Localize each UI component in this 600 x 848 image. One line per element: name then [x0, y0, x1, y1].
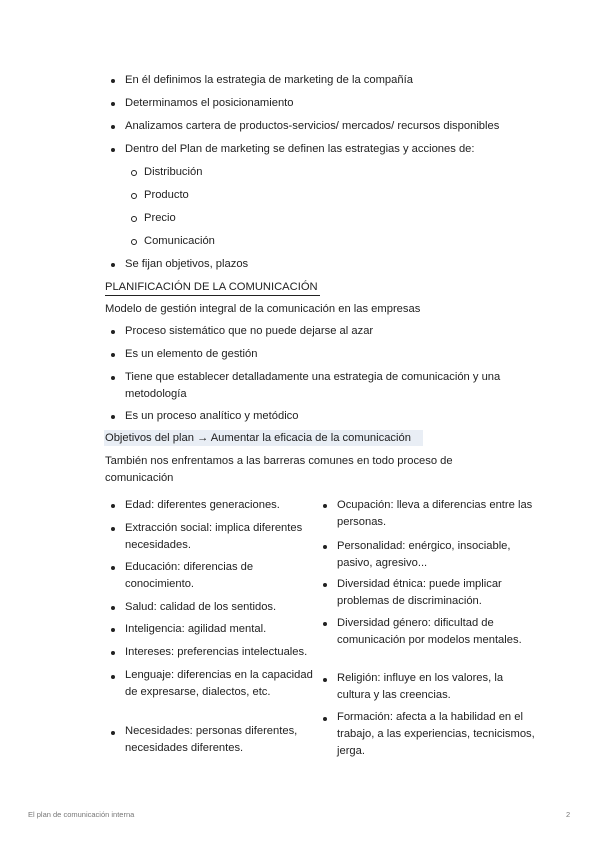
- bullet-dot: [111, 651, 115, 655]
- barrier-item: Religión: influye en los valores, la cultura y las creencias.: [337, 672, 504, 701]
- bullet-dot: [323, 504, 327, 508]
- bullet-dot: [111, 606, 115, 610]
- bullet-dot: [111, 330, 115, 334]
- bullet-dot: [111, 125, 115, 129]
- bullet-dot: [111, 566, 115, 570]
- barrier-item: Educación: diferencias de conocimiento.: [125, 561, 254, 590]
- footer-title: El plan de comunicación interna: [28, 810, 135, 819]
- bullet-dot: [111, 675, 115, 679]
- list-item: Es un elemento de gestión: [125, 348, 258, 360]
- list-item: Proceso sistemático que no puede dejarse al azar: [125, 325, 374, 337]
- bullet-dot: [323, 622, 327, 626]
- list-item: Analizamos cartera de productos-servicios/ mercados/ recursos disponibles: [125, 120, 500, 132]
- bullet-dot: [111, 527, 115, 531]
- sub-bullet-circle: [131, 193, 137, 199]
- bullet-dot: [111, 102, 115, 106]
- bullet-dot: [323, 545, 327, 549]
- section-heading: PLANIFICACIÓN DE LA COMUNICACIÓN: [105, 279, 320, 296]
- sub-list-item: Precio: [144, 212, 176, 224]
- bullet-dot: [111, 628, 115, 632]
- barrier-item: Formación: afecta a la habilidad en el trabajo, a las experiencias, tecnicismos, jerga.: [337, 711, 535, 757]
- bullet-dot: [323, 717, 327, 721]
- list-item: Es un proceso analítico y metódico: [125, 410, 299, 422]
- bullet-dot: [111, 148, 115, 152]
- objectives-highlight: Objetivos del plan → Aumentar la eficacia de la comunicación: [104, 430, 423, 446]
- bullet-dot: [323, 678, 327, 682]
- bullet-dot: [111, 263, 115, 267]
- bullet-dot: [323, 583, 327, 587]
- sub-bullet-circle: [131, 239, 137, 245]
- barrier-item: Inteligencia: agilidad mental.: [125, 623, 267, 635]
- sub-bullet-circle: [131, 216, 137, 222]
- sub-list-item: Distribución: [144, 166, 203, 178]
- bullet-dot: [111, 504, 115, 508]
- sub-list-item: Producto: [144, 189, 189, 201]
- bullet-dot: [111, 353, 115, 357]
- barrier-item: Necesidades: personas diferentes, necesidades diferentes.: [125, 725, 298, 754]
- barrier-item: Lenguaje: diferencias en la capacidad de expresarse, dialectos, etc.: [125, 669, 313, 698]
- barrier-item: Diversidad género: dificultad de comunicación por modelos mentales.: [337, 617, 522, 646]
- sub-list-item: Comunicación: [144, 235, 215, 247]
- list-item: Dentro del Plan de marketing se definen las estrategias y acciones de:: [125, 143, 475, 155]
- bullet-dot: [111, 731, 115, 735]
- bullet-dot: [111, 79, 115, 83]
- barrier-item: Intereses: preferencias intelectuales.: [125, 646, 308, 658]
- barrier-item: Edad: diferentes generaciones.: [125, 499, 280, 511]
- paragraph: También nos enfrentamos a las barreras comunes en todo proceso de comunicación: [105, 455, 453, 484]
- barrier-item: Personalidad: enérgico, insociable, pasivo, agresivo...: [337, 540, 511, 569]
- paragraph: Modelo de gestión integral de la comunicación en las empresas: [105, 303, 421, 315]
- sub-bullet-circle: [131, 170, 137, 176]
- barrier-item: Diversidad étnica: puede implicar problemas de discriminación.: [337, 578, 502, 607]
- list-item: Tiene que establecer detalladamente una estrategia de comunicación y una metodología: [125, 371, 501, 400]
- bullet-dot: [111, 415, 115, 419]
- list-item: Se fijan objetivos, plazos: [125, 258, 249, 270]
- list-item: Determinamos el posicionamiento: [125, 97, 294, 109]
- barrier-item: Extracción social: implica diferentes necesidades.: [125, 522, 303, 551]
- barrier-item: Salud: calidad de los sentidos.: [125, 601, 277, 613]
- barrier-item: Ocupación: lleva a diferencias entre las personas.: [337, 499, 533, 528]
- page-number: 2: [566, 810, 571, 819]
- bullet-dot: [111, 376, 115, 380]
- list-item: En él definimos la estrategia de marketing de la compañía: [125, 74, 413, 86]
